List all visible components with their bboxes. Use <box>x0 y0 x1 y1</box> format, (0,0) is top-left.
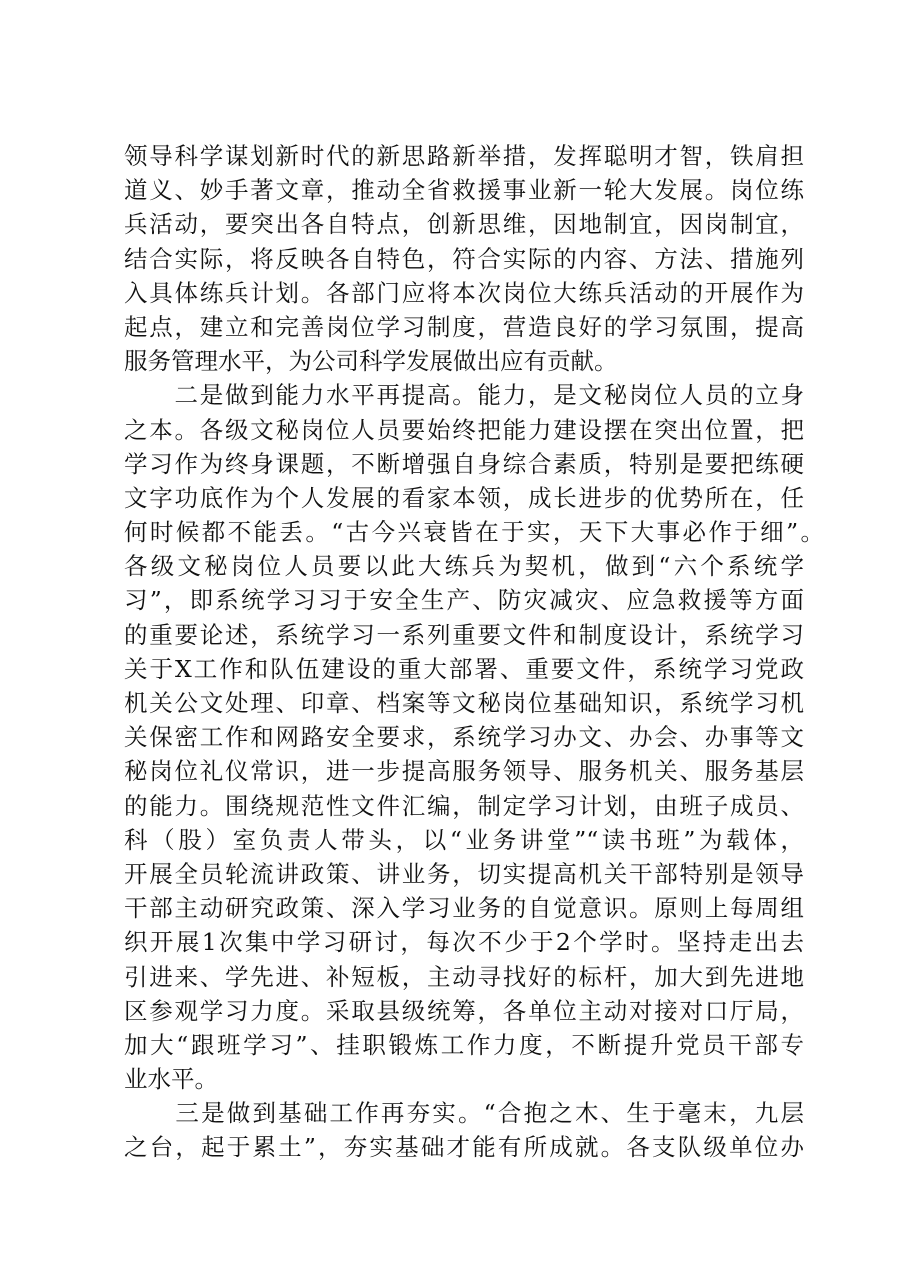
paragraph-start-line: 三是做到基础工作再夯实。“合抱之木、生于毫末，九层 <box>124 1099 804 1128</box>
text-line: 加大“跟班学习”、挂职锻炼工作力度，不断提升党员干部专 <box>124 1030 804 1059</box>
text-line: 兵活动，要突出各自特点，创新思维，因地制宜，因岗制宜， <box>124 210 804 239</box>
text-line: 何时候都不能丢。“古今兴衰皆在于实，天下大事必作于细”。 <box>124 518 824 547</box>
text-line: 之台，起于累土”，夯实基础才能有所成就。各支队级单位办 <box>124 1133 804 1162</box>
text-line: 关于X工作和队伍建设的重大部署、重要文件，系统学习党政 <box>124 654 804 683</box>
text-line: 各级文秘岗位人员要以此大练兵为契机，做到“六个系统学 <box>124 552 804 581</box>
text-line: 之本。各级文秘岗位人员要始终把能力建设摆在突出位置，把 <box>124 415 804 444</box>
text-line: 科（股）室负责人带头，以“业务讲堂”“读书班”为载体， <box>124 825 804 854</box>
text-line: 道义、妙手著文章，推动全省救援事业新一轮大发展。岗位练 <box>124 176 804 205</box>
paragraph-end-line: 业水平。 <box>124 1065 218 1094</box>
paragraph-end-line: 服务管理水平，为公司科学发展做出应有贡献。 <box>124 347 618 376</box>
text-line: 结合实际，将反映各自特色，符合实际的内容、方法、措施列 <box>124 244 804 273</box>
text-line: 秘岗位礼仪常识，进一步提高服务领导、服务机关、服务基层 <box>124 757 804 786</box>
text-line: 入具体练兵计划。各部门应将本次岗位大练兵活动的开展作为 <box>124 278 804 307</box>
text-line: 干部主动研究政策、深入学习业务的自觉意识。原则上每周组 <box>124 894 804 923</box>
text-line: 开展全员轮流讲政策、讲业务，切实提高机关干部特别是领导 <box>124 859 804 888</box>
paragraph-start-line: 二是做到能力水平再提高。能力，是文秘岗位人员的立身 <box>124 381 804 410</box>
text-line: 区参观学习力度。采取县级统筹，各单位主动对接对口厅局， <box>124 996 804 1025</box>
text-line: 的能力。围绕规范性文件汇编，制定学习计划，由班子成员、 <box>124 791 804 820</box>
text-line: 织开展1次集中学习研讨，每次不少于2个学时。坚持走出去 <box>124 928 804 957</box>
text-line: 的重要论述，系统学习一系列重要文件和制度设计，系统学习 <box>124 620 804 649</box>
text-line: 关保密工作和网路安全要求，系统学习办文、办会、办事等文 <box>124 723 804 752</box>
text-line: 文字功底作为个人发展的看家本领，成长进步的优势所在，任 <box>124 483 804 512</box>
text-line: 学习作为终身课题，不断增强自身综合素质，特别是要把练硬 <box>124 449 804 478</box>
text-line: 起点，建立和完善岗位学习制度，营造良好的学习氛围，提高 <box>124 312 804 341</box>
text-line: 引进来、学先进、补短板，主动寻找好的标杆，加大到先进地 <box>124 962 804 991</box>
text-line: 习”，即系统学习习于安全生产、防灾减灾、应急救援等方面 <box>124 586 804 615</box>
text-line: 机关公文处理、印章、档案等文秘岗位基础知识，系统学习机 <box>124 689 804 717</box>
text-line: 领导科学谋划新时代的新思路新举措，发挥聪明才智，铁肩担 <box>124 142 804 170</box>
body-text <box>124 139 824 1165</box>
